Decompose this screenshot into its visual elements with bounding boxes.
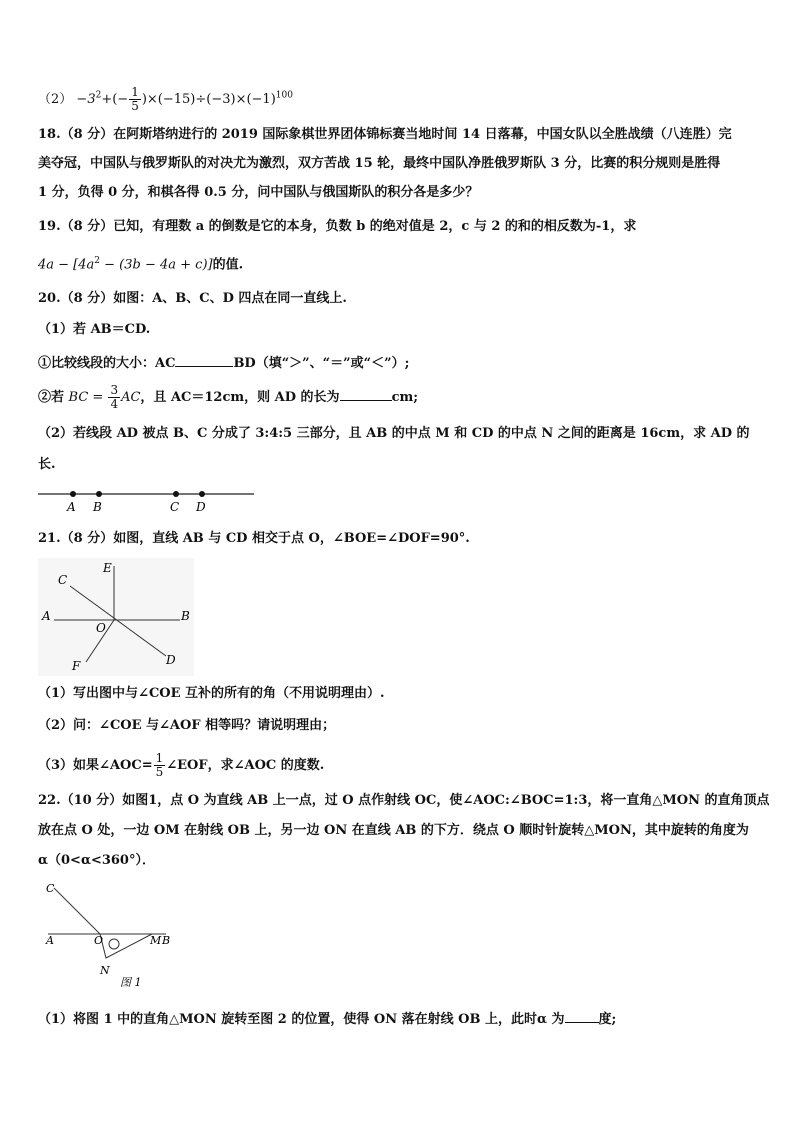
point-label-a: A xyxy=(67,500,76,514)
fraction xyxy=(108,384,120,411)
right-angle-mark xyxy=(109,939,119,949)
formula-part: AC xyxy=(121,390,141,405)
expression-line xyxy=(38,86,293,113)
q20-sub2 xyxy=(38,384,418,411)
q21-p3-pre: （3）如果∠AOC= xyxy=(38,758,153,773)
label-a: A xyxy=(46,934,54,947)
q21-figure xyxy=(38,558,194,676)
exponent: 2 xyxy=(95,90,102,101)
q21-line1: 21.（8 分）如图，直线 AB 与 CD 相交于点 O，∠BOE=∠DOF=90°. xyxy=(38,531,470,546)
fraction-denominator: 5 xyxy=(131,99,139,113)
label-a: A xyxy=(42,609,51,623)
answer-blank[interactable] xyxy=(565,1010,599,1023)
q20-sub2-pre: ②若 xyxy=(38,390,69,405)
fraction-denominator: 4 xyxy=(110,397,119,411)
formula-part: − (3b − 4a + c)] xyxy=(100,257,213,273)
label-c: C xyxy=(58,573,68,587)
exponent: 2 xyxy=(94,256,101,266)
q22-p1-post: 度; xyxy=(598,1012,617,1027)
q18-line2: 美夺冠，中国队与俄罗斯队的对决尤为激烈，双方苦战 15 轮，最终中国队净胜俄罗斯队 3 分，比赛的积分规则是胜得 xyxy=(38,156,721,171)
label-o: O xyxy=(96,621,106,635)
point-dot xyxy=(173,491,179,497)
point-dot xyxy=(96,491,102,497)
point-dot xyxy=(199,491,205,497)
expr-term: −3 xyxy=(76,92,96,107)
formula-part: 4a − [4a xyxy=(38,257,95,273)
answer-blank[interactable] xyxy=(175,354,233,367)
fraction-numerator: 1 xyxy=(131,85,139,99)
q21-p3-post: ∠EOF，求∠AOC 的度数. xyxy=(166,758,325,773)
formula-part: BC = xyxy=(68,390,108,405)
fraction xyxy=(154,752,166,779)
figure-caption: 图 1 xyxy=(120,976,142,989)
label-e: E xyxy=(103,561,112,575)
answer-blank[interactable] xyxy=(340,388,392,401)
item-prefix: （2） xyxy=(38,92,73,107)
exponent: 100 xyxy=(275,90,293,101)
q20-line-figure xyxy=(36,484,256,516)
q22-line1: 22.（10 分）如图1，点 O 为直线 AB 上一点，过 O 点作射线 OC，使∠AOC:∠BOC=1:3，将一直角△MON 的直角顶点 xyxy=(38,793,770,808)
q20-part1: （1）若 AB＝CD. xyxy=(38,322,151,337)
label-n: N xyxy=(100,964,110,977)
q18-line3: 1 分，负得 0 分，和棋各得 0.5 分，问中国队与俄国斯队的积分各是多少？ xyxy=(38,185,479,200)
q20-sub1-pre: ①比较线段的大小：AC xyxy=(38,356,176,371)
label-m: M xyxy=(150,934,162,947)
q20-sub1-post: BD（填“＞”、“＝”或“＜”）; xyxy=(233,356,410,371)
expr-term: +(− xyxy=(101,92,129,107)
q20-line1: 20.（8 分）如图：A、B、C、D 四点在同一直线上. xyxy=(38,291,347,306)
q19-formula xyxy=(38,252,243,274)
q20-sub1 xyxy=(38,354,409,373)
formula-tail: 的值. xyxy=(212,257,244,273)
label-f: F xyxy=(72,659,81,673)
label-d: D xyxy=(166,653,176,667)
point-label-d: D xyxy=(196,500,206,514)
point-label-b: B xyxy=(93,500,102,514)
q21-p2: （2）问：∠COE 与∠AOF 相等吗？请说明理由； xyxy=(38,718,336,733)
q22-line3: α（0<α<360°）． xyxy=(38,853,155,868)
fraction-numerator: 1 xyxy=(155,751,164,765)
label-o: O xyxy=(94,934,104,947)
triangle-mon xyxy=(100,934,152,958)
q20-sub2-post: cm; xyxy=(391,390,419,405)
expr-term: )×(−15)÷(−3)×(−1) xyxy=(141,92,276,107)
q22-figure xyxy=(40,876,180,994)
label-b: B xyxy=(181,609,190,623)
q21-p1: （1）写出图中与∠COE 互补的所有的角（不用说明理由）. xyxy=(38,686,385,701)
fraction-denominator: 5 xyxy=(155,765,164,779)
q22-p1-pre: （1）将图 1 中的直角△MON 旋转至图 2 的位置，使得 ON 落在射线 OB 上，此时α 为 xyxy=(38,1012,565,1027)
point-label-c: C xyxy=(170,500,180,514)
label-c: C xyxy=(46,882,55,895)
q22-p1 xyxy=(38,1010,616,1029)
q20-sub2-mid: ，且 AC＝12cm，则 AD 的长为 xyxy=(140,390,340,405)
q20-part2-line2: 长. xyxy=(38,457,56,472)
q21-p3 xyxy=(38,752,324,779)
fraction xyxy=(129,86,141,113)
q20-part2-line1: （2）若线段 AD 被点 B、C 分成了 3:4:5 三部分，且 AB 的中点 M 和 CD 的中点 N 之间的距离是 16cm，求 AD 的 xyxy=(38,426,750,441)
ray-oc xyxy=(54,888,100,934)
point-dot xyxy=(70,491,76,497)
q19-line1: 19.（8 分）已知，有理数 a 的倒数是它的本身，负数 b 的绝对值是 2，c 与 2 的和的相反数为-1，求 xyxy=(38,219,637,234)
label-b: B xyxy=(162,934,171,947)
q22-line2: 放在点 O 处，一边 OM 在射线 OB 上，另一边 ON 在直线 AB 的下方．绕点 O 顺时针旋转△MON，其中旋转的角度为 xyxy=(38,823,749,838)
fraction-numerator: 3 xyxy=(110,383,119,397)
q18-line1: 18.（8 分）在阿斯塔纳进行的 2019 国际象棋世界团体锦标赛当地时间 14 日落幕，中国女队以全胜战绩（八连胜）完 xyxy=(38,127,732,142)
